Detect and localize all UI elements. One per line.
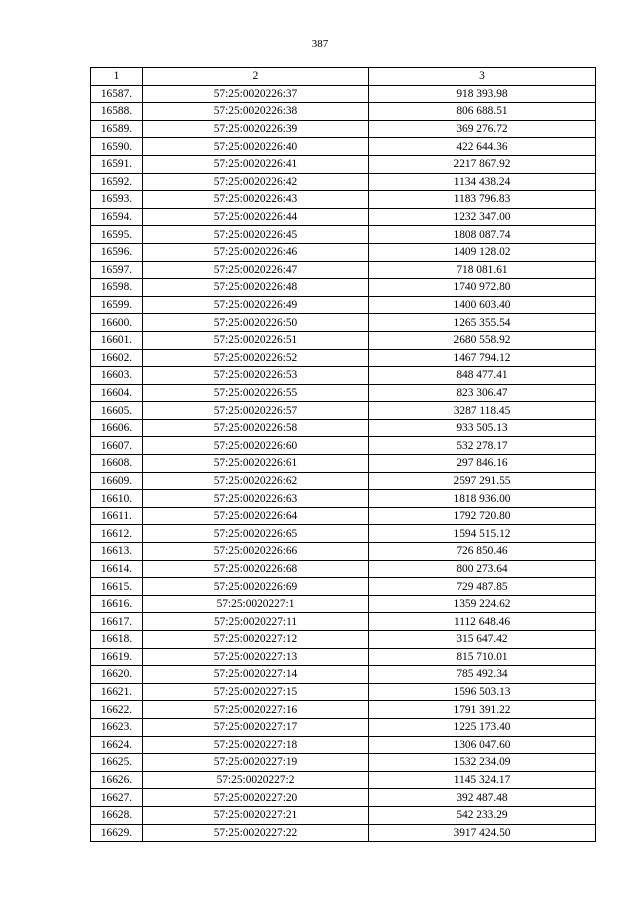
table-row <box>91 595 596 613</box>
value-cell: 815 710.01 <box>369 648 596 666</box>
cadastral-number-cell: 57:25:0020227:16 <box>143 701 369 719</box>
value-cell: 422 644.36 <box>369 138 596 156</box>
cadastral-number-cell: 57:25:0020227:12 <box>143 631 369 649</box>
value-cell: 785 492.34 <box>369 666 596 684</box>
cadastral-number-cell: 57:25:0020226:68 <box>143 560 369 578</box>
cadastral-number-cell: 57:25:0020227:13 <box>143 648 369 666</box>
table-row <box>91 631 596 649</box>
table-row <box>91 208 596 226</box>
table-row <box>91 138 596 156</box>
value-cell: 1594 515.12 <box>369 525 596 543</box>
table-row <box>91 331 596 349</box>
cadastral-number-cell: 57:25:0020226:58 <box>143 419 369 437</box>
table-row <box>91 683 596 701</box>
table-row <box>91 806 596 824</box>
row-number-cell: 16609. <box>91 472 143 490</box>
column-header-number: 1 <box>91 68 143 86</box>
value-cell: 806 688.51 <box>369 103 596 121</box>
cadastral-number-cell: 57:25:0020226:44 <box>143 208 369 226</box>
row-number-cell: 16595. <box>91 226 143 244</box>
table-header-row <box>91 68 596 86</box>
value-cell: 848 477.41 <box>369 367 596 385</box>
cadastral-number-cell: 57:25:0020227:19 <box>143 754 369 772</box>
table-row <box>91 120 596 138</box>
table-row <box>91 243 596 261</box>
value-cell: 1792 720.80 <box>369 507 596 525</box>
value-cell: 1134 438.24 <box>369 173 596 191</box>
row-number-cell: 16614. <box>91 560 143 578</box>
cadastral-number-cell: 57:25:0020226:51 <box>143 331 369 349</box>
table-row <box>91 402 596 420</box>
cadastral-number-cell: 57:25:0020226:37 <box>143 85 369 103</box>
value-cell: 1306 047.60 <box>369 736 596 754</box>
cadastral-number-cell: 57:25:0020226:49 <box>143 296 369 314</box>
table-row <box>91 613 596 631</box>
value-cell: 542 233.29 <box>369 806 596 824</box>
table-row <box>91 437 596 455</box>
cadastral-number-cell: 57:25:0020226:63 <box>143 490 369 508</box>
column-header-value: 3 <box>369 68 596 86</box>
cadastral-number-cell: 57:25:0020226:39 <box>143 120 369 138</box>
value-cell: 1232 347.00 <box>369 208 596 226</box>
cadastral-number-cell: 57:25:0020226:50 <box>143 314 369 332</box>
row-number-cell: 16626. <box>91 771 143 789</box>
value-cell: 1740 972.80 <box>369 279 596 297</box>
table-row <box>91 560 596 578</box>
row-number-cell: 16594. <box>91 208 143 226</box>
row-number-cell: 16590. <box>91 138 143 156</box>
table-row <box>91 543 596 561</box>
value-cell: 718 081.61 <box>369 261 596 279</box>
value-cell: 2217 867.92 <box>369 155 596 173</box>
cadastral-number-cell: 57:25:0020227:20 <box>143 789 369 807</box>
cadastral-number-cell: 57:25:0020226:52 <box>143 349 369 367</box>
table-row <box>91 525 596 543</box>
value-cell: 729 487.85 <box>369 578 596 596</box>
row-number-cell: 16611. <box>91 507 143 525</box>
cadastral-number-cell: 57:25:0020226:47 <box>143 261 369 279</box>
cadastral-number-cell: 57:25:0020226:48 <box>143 279 369 297</box>
cadastral-number-cell: 57:25:0020227:22 <box>143 824 369 842</box>
row-number-cell: 16624. <box>91 736 143 754</box>
row-number-cell: 16629. <box>91 824 143 842</box>
value-cell: 918 393.98 <box>369 85 596 103</box>
row-number-cell: 16597. <box>91 261 143 279</box>
cadastral-number-cell: 57:25:0020226:41 <box>143 155 369 173</box>
row-number-cell: 16596. <box>91 243 143 261</box>
cadastral-number-cell: 57:25:0020226:57 <box>143 402 369 420</box>
table-row <box>91 455 596 473</box>
table-row <box>91 736 596 754</box>
value-cell: 1409 128.02 <box>369 243 596 261</box>
cadastral-number-cell: 57:25:0020226:38 <box>143 103 369 121</box>
row-number-cell: 16622. <box>91 701 143 719</box>
table-row <box>91 754 596 772</box>
row-number-cell: 16607. <box>91 437 143 455</box>
table-row <box>91 384 596 402</box>
row-number-cell: 16612. <box>91 525 143 543</box>
row-number-cell: 16620. <box>91 666 143 684</box>
cadastral-number-cell: 57:25:0020226:65 <box>143 525 369 543</box>
row-number-cell: 16616. <box>91 595 143 613</box>
value-cell: 1596 503.13 <box>369 683 596 701</box>
cadastral-number-cell: 57:25:0020227:15 <box>143 683 369 701</box>
row-number-cell: 16601. <box>91 331 143 349</box>
row-number-cell: 16587. <box>91 85 143 103</box>
cadastral-number-cell: 57:25:0020226:69 <box>143 578 369 596</box>
row-number-cell: 16617. <box>91 613 143 631</box>
row-number-cell: 16591. <box>91 155 143 173</box>
table-row <box>91 261 596 279</box>
row-number-cell: 16602. <box>91 349 143 367</box>
cadastral-number-cell: 57:25:0020227:17 <box>143 718 369 736</box>
table-row <box>91 648 596 666</box>
row-number-cell: 16608. <box>91 455 143 473</box>
value-cell: 392 487.48 <box>369 789 596 807</box>
row-number-cell: 16623. <box>91 718 143 736</box>
row-number-cell: 16619. <box>91 648 143 666</box>
value-cell: 2680 558.92 <box>369 331 596 349</box>
table-row <box>91 718 596 736</box>
cadastral-number-cell: 57:25:0020227:18 <box>143 736 369 754</box>
table-row <box>91 666 596 684</box>
value-cell: 1359 224.62 <box>369 595 596 613</box>
table-row <box>91 771 596 789</box>
row-number-cell: 16593. <box>91 191 143 209</box>
table-row <box>91 578 596 596</box>
cadastral-number-cell: 57:25:0020227:11 <box>143 613 369 631</box>
table-row <box>91 507 596 525</box>
table-header <box>91 68 596 86</box>
value-cell: 1808 087.74 <box>369 226 596 244</box>
value-cell: 933 505.13 <box>369 419 596 437</box>
table-row <box>91 191 596 209</box>
cadastral-number-cell: 57:25:0020227:1 <box>143 595 369 613</box>
table-row <box>91 367 596 385</box>
table-row <box>91 85 596 103</box>
cadastral-number-cell: 57:25:0020226:61 <box>143 455 369 473</box>
value-cell: 1818 936.00 <box>369 490 596 508</box>
table-row <box>91 173 596 191</box>
value-cell: 2597 291.55 <box>369 472 596 490</box>
table-body <box>91 85 596 842</box>
value-cell: 532 278.17 <box>369 437 596 455</box>
row-number-cell: 16625. <box>91 754 143 772</box>
table-row <box>91 472 596 490</box>
table-row <box>91 314 596 332</box>
cadastral-number-cell: 57:25:0020227:21 <box>143 806 369 824</box>
cadastral-number-cell: 57:25:0020227:14 <box>143 666 369 684</box>
row-number-cell: 16606. <box>91 419 143 437</box>
value-cell: 1400 603.40 <box>369 296 596 314</box>
row-number-cell: 16628. <box>91 806 143 824</box>
table-row <box>91 155 596 173</box>
table-row <box>91 701 596 719</box>
value-cell: 315 647.42 <box>369 631 596 649</box>
cadastral-number-cell: 57:25:0020226:40 <box>143 138 369 156</box>
page-number: 387 <box>311 38 329 50</box>
value-cell: 800 273.64 <box>369 560 596 578</box>
cadastral-number-cell: 57:25:0020226:66 <box>143 543 369 561</box>
value-cell: 3917 424.50 <box>369 824 596 842</box>
row-number-cell: 16589. <box>91 120 143 138</box>
table-row <box>91 226 596 244</box>
cadastral-number-cell: 57:25:0020227:2 <box>143 771 369 789</box>
row-number-cell: 16592. <box>91 173 143 191</box>
cadastral-number-cell: 57:25:0020226:62 <box>143 472 369 490</box>
table-row <box>91 490 596 508</box>
row-number-cell: 16603. <box>91 367 143 385</box>
cadastral-number-cell: 57:25:0020226:45 <box>143 226 369 244</box>
row-number-cell: 16615. <box>91 578 143 596</box>
value-cell: 1791 391.22 <box>369 701 596 719</box>
row-number-cell: 16627. <box>91 789 143 807</box>
value-cell: 1532 234.09 <box>369 754 596 772</box>
row-number-cell: 16600. <box>91 314 143 332</box>
value-cell: 1145 324.17 <box>369 771 596 789</box>
table-row <box>91 789 596 807</box>
table-row <box>91 824 596 842</box>
table-row <box>91 349 596 367</box>
row-number-cell: 16618. <box>91 631 143 649</box>
value-cell: 3287 118.45 <box>369 402 596 420</box>
table-row <box>91 279 596 297</box>
table-row <box>91 296 596 314</box>
row-number-cell: 16598. <box>91 279 143 297</box>
value-cell: 1225 173.40 <box>369 718 596 736</box>
row-number-cell: 16610. <box>91 490 143 508</box>
row-number-cell: 16588. <box>91 103 143 121</box>
cadastral-number-cell: 57:25:0020226:64 <box>143 507 369 525</box>
value-cell: 823 306.47 <box>369 384 596 402</box>
value-cell: 726 850.46 <box>369 543 596 561</box>
cadastral-number-cell: 57:25:0020226:53 <box>143 367 369 385</box>
row-number-cell: 16604. <box>91 384 143 402</box>
cadastral-number-cell: 57:25:0020226:55 <box>143 384 369 402</box>
cadastral-number-cell: 57:25:0020226:43 <box>143 191 369 209</box>
row-number-cell: 16613. <box>91 543 143 561</box>
row-number-cell: 16605. <box>91 402 143 420</box>
table-row <box>91 103 596 121</box>
value-cell: 1467 794.12 <box>369 349 596 367</box>
table-row <box>91 419 596 437</box>
value-cell: 1265 355.54 <box>369 314 596 332</box>
cadastral-number-cell: 57:25:0020226:42 <box>143 173 369 191</box>
row-number-cell: 16621. <box>91 683 143 701</box>
value-cell: 1112 648.46 <box>369 613 596 631</box>
row-number-cell: 16599. <box>91 296 143 314</box>
column-header-cadastral-number: 2 <box>143 68 369 86</box>
cadastral-value-table <box>90 67 596 842</box>
cadastral-number-cell: 57:25:0020226:60 <box>143 437 369 455</box>
value-cell: 297 846.16 <box>369 455 596 473</box>
value-cell: 369 276.72 <box>369 120 596 138</box>
value-cell: 1183 796.83 <box>369 191 596 209</box>
cadastral-number-cell: 57:25:0020226:46 <box>143 243 369 261</box>
